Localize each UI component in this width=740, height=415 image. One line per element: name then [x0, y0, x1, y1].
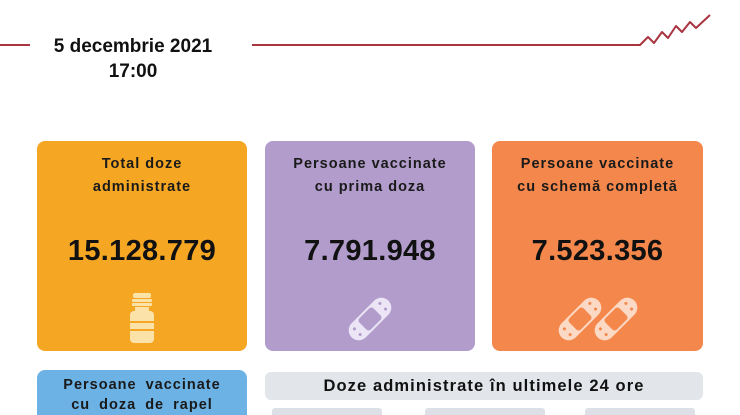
- card-title-line: cu schemă completă: [517, 179, 678, 195]
- card-first-dose: [265, 141, 475, 351]
- bandage-icon: [342, 291, 398, 347]
- last-24h-box: [585, 408, 695, 415]
- card-title: [265, 153, 475, 199]
- card-title-line: Persoane vaccinate: [520, 156, 675, 172]
- report-time: 17:00: [108, 61, 158, 82]
- card-title: [37, 153, 247, 199]
- report-date: 5 decembrie 2021: [53, 36, 213, 57]
- card-title-line: administrate: [92, 179, 192, 195]
- card-full-schema: [492, 141, 703, 351]
- card-title-line: Persoane vaccinate: [293, 156, 447, 172]
- card-title-line: cu doza de rapel: [71, 397, 213, 413]
- card-booster-dose: [37, 370, 247, 415]
- card-total-doses: [37, 141, 247, 351]
- vaccine-vial-icon: [128, 293, 156, 345]
- card-title-line: Persoane vaccinate: [63, 377, 221, 393]
- report-date-block: [28, 34, 238, 84]
- last-24h-box: [272, 408, 382, 415]
- double-bandage-icon: [552, 291, 644, 347]
- header-line-right: [252, 44, 640, 46]
- card-title-line: Total doze: [101, 156, 183, 172]
- header-line-left: [0, 44, 30, 46]
- card-title: [492, 153, 703, 199]
- card-title-line: cu prima doza: [314, 179, 426, 195]
- last-24h-banner: Doze administrate în ultimele 24 ore: [265, 372, 703, 400]
- card-title: [37, 375, 247, 415]
- card-value: 7.523.356: [531, 235, 664, 267]
- last-24h-box: [425, 408, 545, 415]
- trend-line-icon: [630, 10, 720, 55]
- card-value: 15.128.779: [67, 235, 217, 267]
- card-value: 7.791.948: [304, 235, 436, 267]
